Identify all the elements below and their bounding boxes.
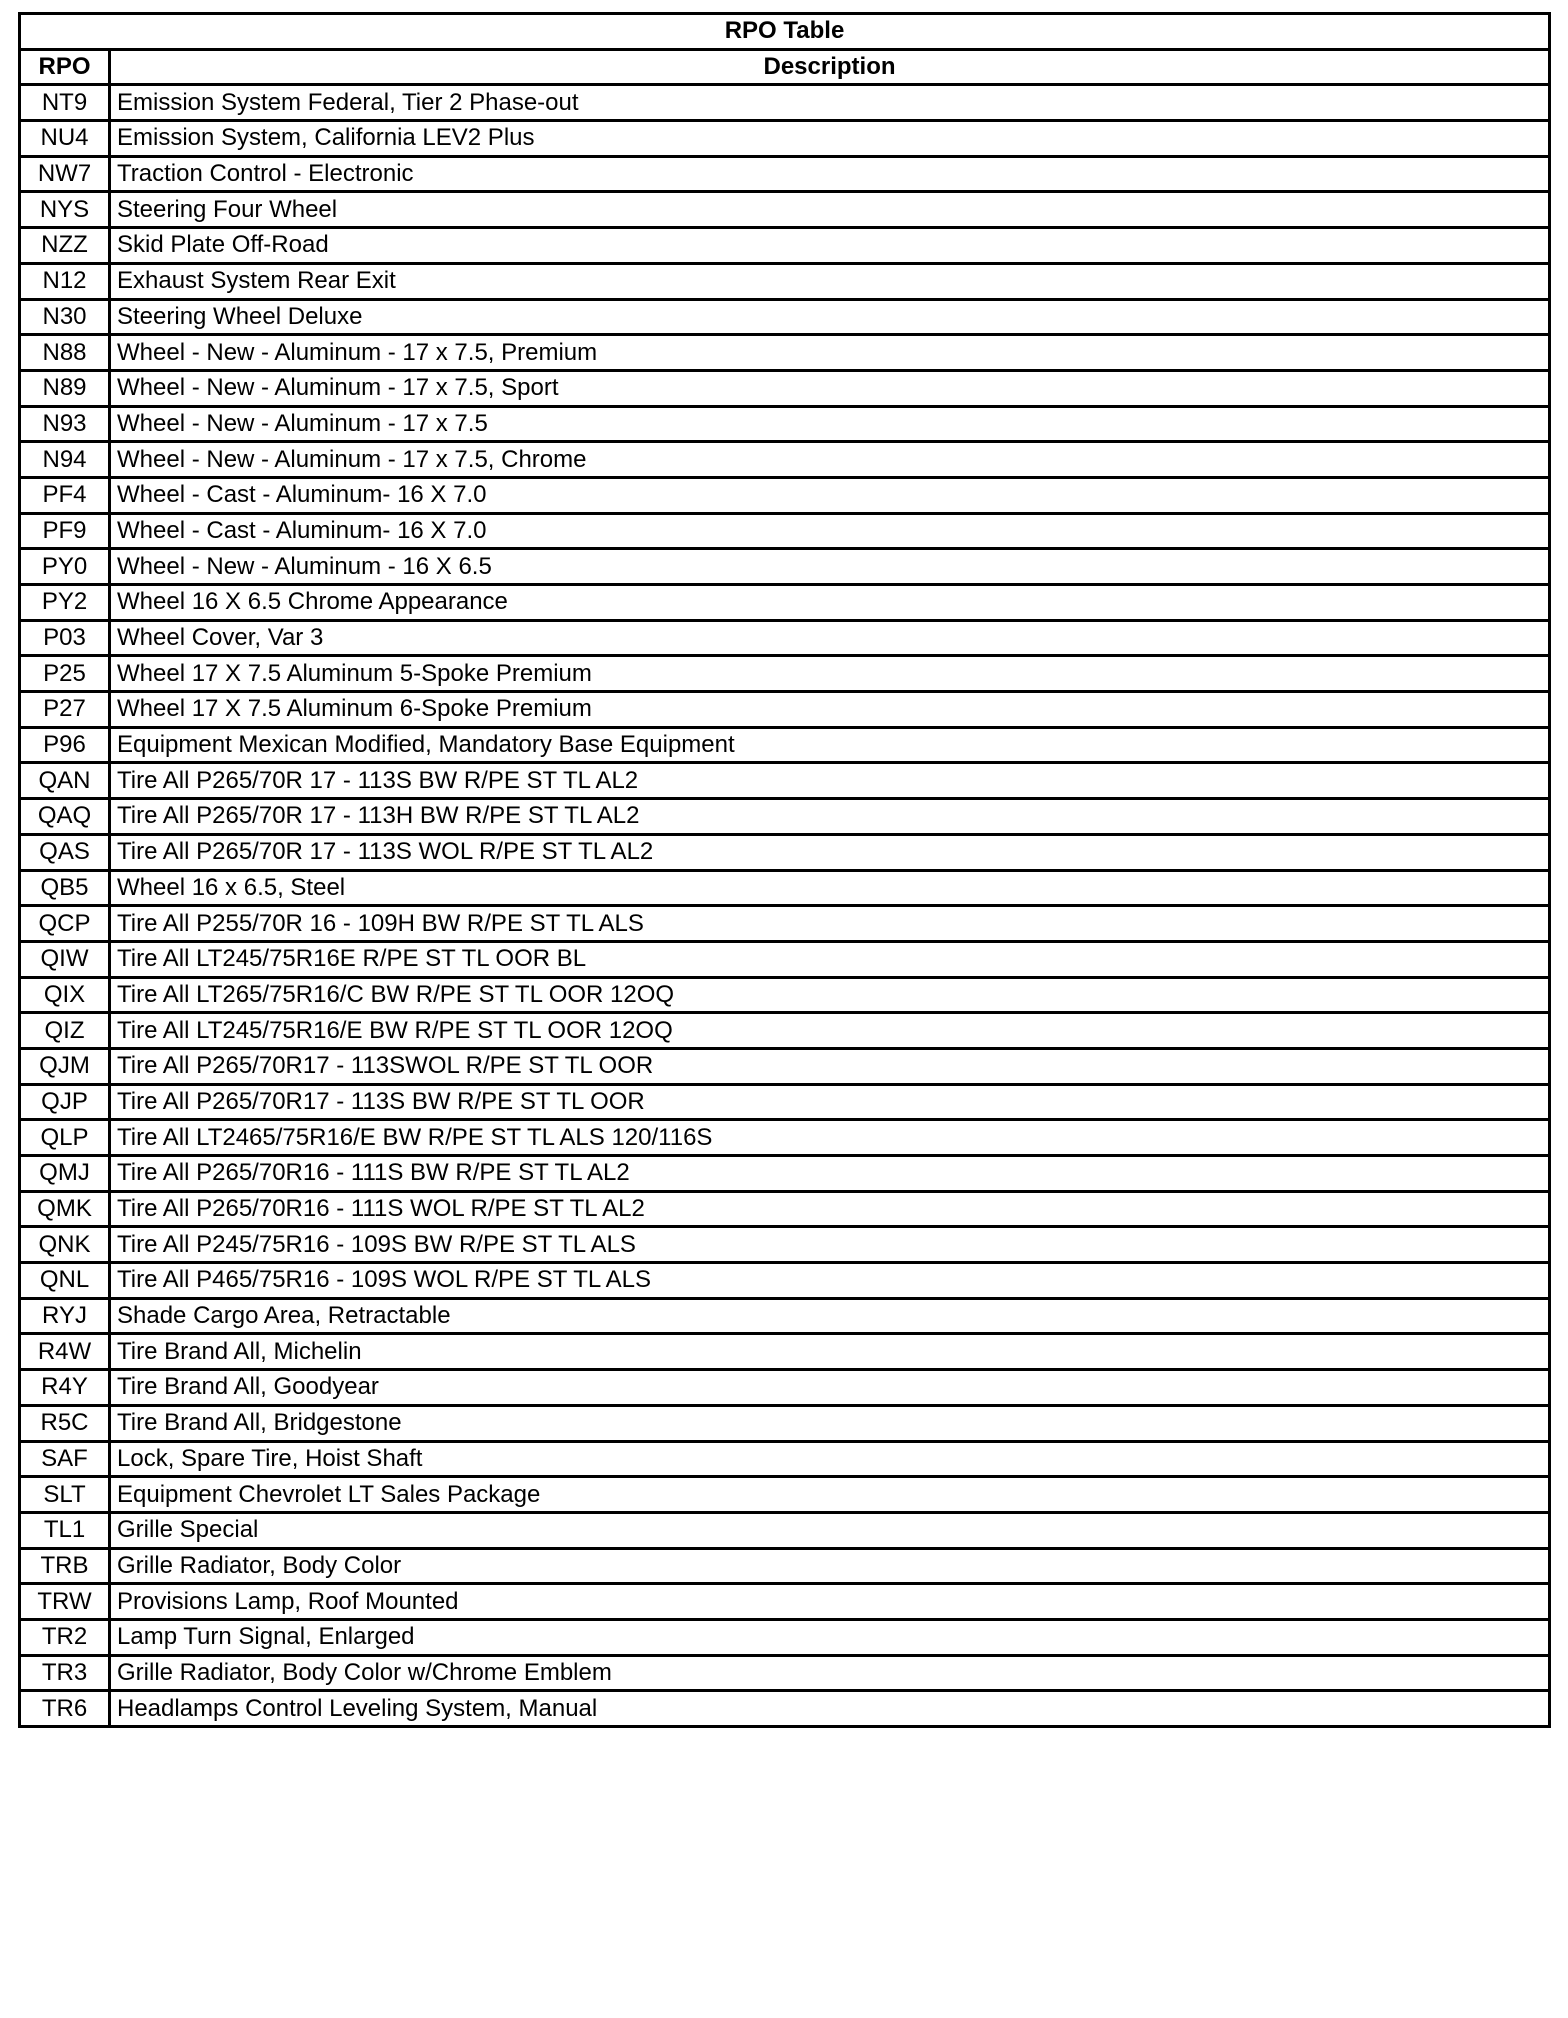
rpo-code-cell: QAN: [20, 763, 110, 799]
rpo-code-cell: TL1: [20, 1512, 110, 1548]
rpo-code-cell: P96: [20, 727, 110, 763]
rpo-code-cell: N93: [20, 406, 110, 442]
rpo-table: [18, 12, 1551, 1728]
rpo-description-cell: Tire All LT245/75R16E R/PE ST TL OOR BL: [110, 941, 1550, 977]
rpo-description-cell: Steering Four Wheel: [110, 192, 1550, 228]
rpo-description-cell: Headlamps Control Leveling System, Manual: [110, 1691, 1550, 1727]
rpo-code-cell: QJM: [20, 1048, 110, 1084]
rpo-description-cell: Tire All LT2465/75R16/E BW R/PE ST TL ALS 120/116S: [110, 1120, 1550, 1156]
table-row: [20, 442, 1550, 478]
table-row: [20, 1156, 1550, 1192]
rpo-code-cell: QMK: [20, 1191, 110, 1227]
table-row: [20, 1013, 1550, 1049]
table-row: [20, 192, 1550, 228]
rpo-code-cell: QB5: [20, 870, 110, 906]
table-row: [20, 1655, 1550, 1691]
table-row: [20, 1120, 1550, 1156]
rpo-code-cell: P27: [20, 692, 110, 728]
rpo-description-cell: Traction Control - Electronic: [110, 156, 1550, 192]
rpo-description-cell: Steering Wheel Deluxe: [110, 299, 1550, 335]
rpo-description-cell: Tire Brand All, Michelin: [110, 1334, 1550, 1370]
rpo-description-cell: Wheel 17 X 7.5 Aluminum 6-Spoke Premium: [110, 692, 1550, 728]
table-row: [20, 1477, 1550, 1513]
table-row: [20, 977, 1550, 1013]
rpo-code-cell: TR6: [20, 1691, 110, 1727]
rpo-code-cell: P03: [20, 620, 110, 656]
table-row: [20, 1191, 1550, 1227]
rpo-code-cell: NW7: [20, 156, 110, 192]
rpo-description-cell: Wheel 16 x 6.5, Steel: [110, 870, 1550, 906]
table-row: [20, 299, 1550, 335]
table-header-row: [20, 49, 1550, 85]
rpo-description-cell: Wheel - New - Aluminum - 17 x 7.5, Sport: [110, 370, 1550, 406]
rpo-description-cell: Grille Special: [110, 1512, 1550, 1548]
rpo-code-cell: QNL: [20, 1263, 110, 1299]
rpo-code-cell: QIW: [20, 941, 110, 977]
rpo-description-cell: Tire Brand All, Goodyear: [110, 1370, 1550, 1406]
table-row: [20, 1334, 1550, 1370]
rpo-code-cell: QNK: [20, 1227, 110, 1263]
table-row: [20, 406, 1550, 442]
rpo-description-cell: Emission System, California LEV2 Plus: [110, 121, 1550, 157]
table-row: [20, 121, 1550, 157]
table-row: [20, 513, 1550, 549]
rpo-code-cell: QJP: [20, 1084, 110, 1120]
rpo-description-cell: Tire All P265/70R16 - 111S BW R/PE ST TL AL2: [110, 1156, 1550, 1192]
rpo-code-cell: QLP: [20, 1120, 110, 1156]
rpo-description-cell: Wheel - New - Aluminum - 17 x 7.5: [110, 406, 1550, 442]
rpo-description-cell: Grille Radiator, Body Color: [110, 1548, 1550, 1584]
table-row: [20, 1691, 1550, 1727]
rpo-description-cell: Tire All P255/70R 16 - 109H BW R/PE ST TL ALS: [110, 906, 1550, 942]
rpo-description-cell: Tire All P265/70R17 - 113SWOL R/PE ST TL OOR: [110, 1048, 1550, 1084]
rpo-code-cell: TR2: [20, 1619, 110, 1655]
table-row: [20, 656, 1550, 692]
table-row: [20, 85, 1550, 121]
table-row: [20, 799, 1550, 835]
table-row: [20, 1048, 1550, 1084]
table-row: [20, 156, 1550, 192]
rpo-description-cell: Tire Brand All, Bridgestone: [110, 1405, 1550, 1441]
table-row: [20, 1619, 1550, 1655]
rpo-description-cell: Tire All P265/70R16 - 111S WOL R/PE ST TL AL2: [110, 1191, 1550, 1227]
rpo-code-cell: TR3: [20, 1655, 110, 1691]
rpo-description-cell: Tire All P465/75R16 - 109S WOL R/PE ST TL ALS: [110, 1263, 1550, 1299]
rpo-code-cell: SAF: [20, 1441, 110, 1477]
table-row: [20, 692, 1550, 728]
table-row: [20, 834, 1550, 870]
table-row: [20, 1370, 1550, 1406]
table-row: [20, 477, 1550, 513]
table-row: [20, 585, 1550, 621]
table-row: [20, 1298, 1550, 1334]
rpo-code-cell: PF4: [20, 477, 110, 513]
rpo-description-cell: Tire All LT265/75R16/C BW R/PE ST TL OOR 12OQ: [110, 977, 1550, 1013]
rpo-code-cell: QCP: [20, 906, 110, 942]
table-row: [20, 1512, 1550, 1548]
rpo-code-cell: NYS: [20, 192, 110, 228]
rpo-description-cell: Tire All P265/70R 17 - 113S BW R/PE ST TL AL2: [110, 763, 1550, 799]
rpo-description-cell: Equipment Mexican Modified, Mandatory Base Equipment: [110, 727, 1550, 763]
rpo-code-cell: N12: [20, 263, 110, 299]
rpo-description-cell: Tire All LT245/75R16/E BW R/PE ST TL OOR 12OQ: [110, 1013, 1550, 1049]
table-row: [20, 620, 1550, 656]
rpo-description-cell: Skid Plate Off-Road: [110, 228, 1550, 264]
rpo-description-cell: Grille Radiator, Body Color w/Chrome Emblem: [110, 1655, 1550, 1691]
table-row: [20, 1548, 1550, 1584]
table-row: [20, 727, 1550, 763]
rpo-code-cell: P25: [20, 656, 110, 692]
rpo-description-cell: Wheel Cover, Var 3: [110, 620, 1550, 656]
rpo-description-cell: Wheel 16 X 6.5 Chrome Appearance: [110, 585, 1550, 621]
rpo-code-cell: R4Y: [20, 1370, 110, 1406]
rpo-description-cell: Shade Cargo Area, Retractable: [110, 1298, 1550, 1334]
rpo-description-cell: Wheel - New - Aluminum - 17 x 7.5, Premium: [110, 335, 1550, 371]
rpo-description-cell: Tire All P245/75R16 - 109S BW R/PE ST TL ALS: [110, 1227, 1550, 1263]
rpo-description-cell: Wheel 17 X 7.5 Aluminum 5-Spoke Premium: [110, 656, 1550, 692]
table-row: [20, 1084, 1550, 1120]
rpo-code-cell: QAS: [20, 834, 110, 870]
table-body: [20, 85, 1550, 1727]
rpo-code-cell: QMJ: [20, 1156, 110, 1192]
table-row: [20, 228, 1550, 264]
table-row: [20, 335, 1550, 371]
rpo-code-cell: PY2: [20, 585, 110, 621]
rpo-description-cell: Emission System Federal, Tier 2 Phase-out: [110, 85, 1550, 121]
rpo-description-cell: Wheel - New - Aluminum - 17 x 7.5, Chrome: [110, 442, 1550, 478]
rpo-code-cell: NU4: [20, 121, 110, 157]
table-row: [20, 549, 1550, 585]
table-row: [20, 370, 1550, 406]
table-row: [20, 870, 1550, 906]
table-row: [20, 1405, 1550, 1441]
column-header-description: Description: [110, 49, 1550, 85]
rpo-code-cell: R5C: [20, 1405, 110, 1441]
rpo-code-cell: QAQ: [20, 799, 110, 835]
table-row: [20, 1227, 1550, 1263]
table-title-row: [20, 14, 1550, 50]
rpo-code-cell: TRW: [20, 1584, 110, 1620]
rpo-description-cell: Provisions Lamp, Roof Mounted: [110, 1584, 1550, 1620]
rpo-code-cell: N94: [20, 442, 110, 478]
table-row: [20, 1441, 1550, 1477]
table-row: [20, 1263, 1550, 1299]
table-row: [20, 1584, 1550, 1620]
rpo-description-cell: Tire All P265/70R 17 - 113H BW R/PE ST TL AL2: [110, 799, 1550, 835]
rpo-code-cell: SLT: [20, 1477, 110, 1513]
table-title: RPO Table: [20, 14, 1550, 50]
rpo-code-cell: R4W: [20, 1334, 110, 1370]
rpo-code-cell: QIX: [20, 977, 110, 1013]
rpo-code-cell: RYJ: [20, 1298, 110, 1334]
rpo-code-cell: N89: [20, 370, 110, 406]
rpo-description-cell: Wheel - New - Aluminum - 16 X 6.5: [110, 549, 1550, 585]
rpo-description-cell: Wheel - Cast - Aluminum- 16 X 7.0: [110, 477, 1550, 513]
rpo-description-cell: Exhaust System Rear Exit: [110, 263, 1550, 299]
rpo-code-cell: PF9: [20, 513, 110, 549]
rpo-description-cell: Tire All P265/70R 17 - 113S WOL R/PE ST TL AL2: [110, 834, 1550, 870]
rpo-description-cell: Lock, Spare Tire, Hoist Shaft: [110, 1441, 1550, 1477]
rpo-code-cell: N30: [20, 299, 110, 335]
rpo-code-cell: NZZ: [20, 228, 110, 264]
rpo-description-cell: Wheel - Cast - Aluminum- 16 X 7.0: [110, 513, 1550, 549]
rpo-code-cell: N88: [20, 335, 110, 371]
table-row: [20, 263, 1550, 299]
rpo-code-cell: QIZ: [20, 1013, 110, 1049]
rpo-code-cell: NT9: [20, 85, 110, 121]
table-row: [20, 906, 1550, 942]
rpo-description-cell: Lamp Turn Signal, Enlarged: [110, 1619, 1550, 1655]
rpo-code-cell: TRB: [20, 1548, 110, 1584]
rpo-code-cell: PY0: [20, 549, 110, 585]
column-header-rpo: RPO: [20, 49, 110, 85]
rpo-description-cell: Equipment Chevrolet LT Sales Package: [110, 1477, 1550, 1513]
table-row: [20, 941, 1550, 977]
table-row: [20, 763, 1550, 799]
rpo-description-cell: Tire All P265/70R17 - 113S BW R/PE ST TL OOR: [110, 1084, 1550, 1120]
